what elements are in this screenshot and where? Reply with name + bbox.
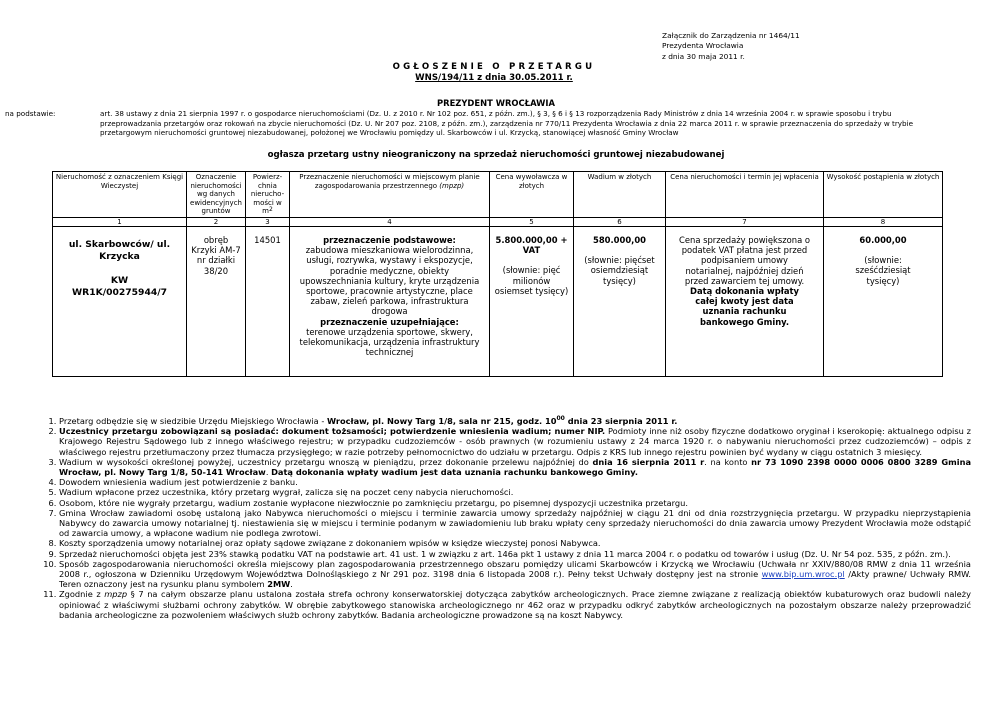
property-kw: KW WR1K/00275944/7 xyxy=(72,274,167,298)
starting-price-words: (słownie: pięć milionów osiemset tysięcy) xyxy=(494,265,569,296)
increment-words: (słownie: sześćdziesiąt tysięcy) xyxy=(855,255,911,286)
legal-basis-label: na podstawie: xyxy=(5,109,56,118)
annex-note xyxy=(662,31,800,62)
announcement-line: ogłasza przetarg ustny nieograniczony na sprzedaż nieruchomości gruntowej niezabudowanej xyxy=(267,150,725,160)
cell-starting-price xyxy=(490,226,574,376)
point-text: Sposób zagospodarowania nieruchomości określa miejscowy plan zagospodarowania przestrzennego obszaru pomiędzy ulicami Skarbowców i Krzycką we Wrocławiu (Uchwała nr XXIV/880/08 RMW z dnia 11 września 2008 r., ogłoszona w Dzienniku Urzędowym Województwa Dolnośląskiego z Nr 291 poz. 3198 dnia 6 listopada 2008 r.). Pełny tekst Uchwały dostępny jest na stronie xyxy=(59,558,971,580)
point-text: . xyxy=(265,467,272,478)
column-number: 3 xyxy=(246,217,290,226)
column-number: 2 xyxy=(187,217,246,226)
column-number: 6 xyxy=(574,217,666,226)
point-text: § 7 na całym obszarze planu ustalona została strefa ochrony konserwatorskiej dotycząca zabytków archeologicznych. Prace ziemne związane z realizacją obiektów kubaturowych oraz budowli należy opiniować z właściwymi służbami ochrony zabytków. W obrębie zabytkowego stanowiska archeologicznego nr 462 oraz w przypadku odkryć zabytków archeologicznych na pozostałym obszarze należy przeprowadzić badania archeologiczne za pozwoleniem właściwych służb ochrony zabytków. Badania archeologiczne prowadzone są na koszt Nabywcy. xyxy=(59,589,971,620)
purpose-primary-label: przeznaczenie podstawowe: xyxy=(323,234,456,245)
cell-deposit xyxy=(574,226,666,376)
annex-line-2: Prezydenta Wrocławia xyxy=(662,41,744,51)
header-starting-price: Cena wywoławcza w złotych xyxy=(490,172,574,218)
price-term-bold: Datą dokonania wpłaty całej kwoty jest data uznania rachunku bankowego Gminy. xyxy=(690,285,799,327)
property-address: ul. Skarbowców/ ul. Krzycka xyxy=(68,238,171,262)
purpose-supplementary-label: przeznaczenie uzupełniające: xyxy=(320,316,459,327)
list-item: 4. Dowodem wniesienia wadium jest potwierdzenie z banku. xyxy=(59,477,971,487)
list-item xyxy=(59,559,971,590)
column-number: 4 xyxy=(290,217,490,226)
header-area xyxy=(246,172,290,218)
point-bold: Uczestnicy przetargu zobowiązani są posiadać: dokument tożsamości; potwierdzenie wniesienia wadium; numer NIP. xyxy=(59,426,606,437)
point-bold: 2MW xyxy=(267,579,291,590)
column-number: 5 xyxy=(490,217,574,226)
conditions-list xyxy=(32,416,971,620)
point-text: . na konto xyxy=(704,456,752,467)
point-bold: Datą dokonania wpłaty wadium jest data uznania rachunku bankowego Gminy. xyxy=(271,467,638,478)
deposit-words: (słownie: pięćset osiemdziesiąt tysięcy) xyxy=(584,255,655,286)
header-property: Nieruchomość z oznaczeniem Księgi Wieczystej xyxy=(53,172,187,218)
price-term-text: Cena sprzedaży powiększona o podatek VAT płatna jest przed podpisaniem umowy notarialnej, najpóźniej dzień przed zawarciem tej umowy. xyxy=(679,234,810,286)
header-price-term: Cena nieruchomości i termin jej wpłacenia xyxy=(666,172,824,218)
point-bold: Wrocław, pl. Nowy Targ 1/8, sala nr 215, godz. 10 xyxy=(326,416,557,426)
purpose-supplementary-text: terenowe urządzenia sportowe, skwery, telekomunikacja, urządzenia infrastruktury technicznej xyxy=(299,326,480,358)
issuer-title: PREZYDENT WROCŁAWIA xyxy=(436,98,556,108)
cell-designation: obręb Krzyki AM-7 nr działki 38/20 xyxy=(187,226,246,376)
annex-line-3: z dnia 30 maja 2011 r. xyxy=(662,51,745,61)
list-item xyxy=(59,416,971,426)
cell-increment xyxy=(824,226,943,376)
point-text: Przetarg odbędzie się w siedzibie Urzędu Miejskiego Wrocławia - xyxy=(59,416,327,426)
purpose-primary-text: zabudowa mieszkaniowa wielorodzinna, usługi, rozrywka, wystawy i ekspozycje, poradnie medyczne, obiekty upowszechniania kultury, kryte urządzenia sportowe, pracownie artystyczne, place zabaw, zieleń parkowa, infrastruktura drogowa xyxy=(299,245,480,317)
bip-link[interactable]: www.bip.um.wroc.pl xyxy=(761,569,845,580)
list-item: 6. Osobom, które nie wygrały przetargu, wadium zostanie wypłacone niezwłocznie po zamknięciu przetargu, po pisemnej dyspozycji uczestnika przetargu. xyxy=(59,498,971,508)
point-text: Podmioty inne niż osoby fizyczne dodatkowo oryginał i kserokopię: aktualnego odpisu z Krajowego Rejestru Sądowego lub z innego właściwego rejestru; w przypadku cudzoziemców - osób prawnych (w rozumieniu ustawy z 24 marca 1920 r. o nabywaniu nieruchomości przez cudzoziemców) – odpis z właściwego rejestru przetłumaczony przez tłumacza przysięgłego; w razie potrzeby pełnomocnictwo do udziału w przetargu. Odpis z KRS lub innego rejestru powinien być wydany w ciągu ostatnich 3 miesięcy. xyxy=(59,426,971,457)
list-item: 5. Wadium wpłacone przez uczestnika, który przetarg wygrał, zalicza się na poczet ceny nabycia nieruchomości. xyxy=(59,487,971,497)
list-item xyxy=(59,457,971,477)
cell-price-term xyxy=(666,226,824,376)
list-item: 9. Sprzedaż nieruchomości objęta jest 23% stawką podatku VAT na podstawie art. 41 ust. 1 w związku z art. 146a pkt 1 ustawy z dnia 11 marca 2004 r. o podatku od towarów i usług (Dz. U. Nr 54 poz. 535, z późn. zm.). xyxy=(59,549,971,559)
header-purpose-text: Przeznaczenie nieruchomości w miejscowym planie zagospodarowania przestrzennego xyxy=(299,173,480,190)
point-text: . xyxy=(290,579,293,590)
point-bold: dnia 23 sierpnia 2011 r. xyxy=(564,416,678,426)
list-item xyxy=(59,426,971,457)
point-text: /Akty prawne/ Uchwały RMW. Teren oznaczony jest na rysunku planu symbolem xyxy=(59,569,971,590)
legal-basis-text: art. 38 ustawy z dnia 21 sierpnia 1997 r. o gospodarce nieruchomościami (Dz. U. z 2010 r. Nr 102 poz. 651, z późn. zm.), § 3, § 6 i § 13 rozporządzenia Rady Ministrów z dnia 14 września 2004 r. w sprawie sposobu i trybu przeprowadzania przetargów oraz rokowań na zbycie nieruchomości (Dz. U. Nr 207 poz. 2108, z późn. zm.), zarządzenia nr 770/11 Prezydenta Wrocławia z dnia 22 marca 2011 r. w sprawie przeznaczenia do sprzedaży w trybie przetargowym nieruchomości gruntowej niezabudowanej, położonej we Wrocławiu pomiędzy ul. Skarbowców i ul. Krzycką, stanowiącej własność Gminy Wrocław xyxy=(100,109,914,138)
point-bold: dnia 16 sierpnia 2011 r xyxy=(592,456,705,467)
annex-line-1: Załącznik do Zarządzenia nr 1464/11 xyxy=(662,31,800,40)
cell-property xyxy=(53,226,187,376)
column-number: 7 xyxy=(666,217,824,226)
list-item: 7. Gmina Wrocław zawiadomi osobę ustaloną jako Nabywca nieruchomości o miejscu i terminie zawarcia umowy sprzedaży najpóźniej w ciągu 21 dni od dnia rozstrzygnięcia przetargu. W przypadku nieprzystąpienia Nabywcy do zawarcia umowy notarialnej tj. niestawienia się w miejscu i terminie podanym w zawiadomieniu lub braku wpłaty ceny sprzedaży nieruchomości do dnia zawarcia umowy Prezydent Wrocławia może odstąpić od zawarcia umowy, a wpłacone wadium nie podlega zwrotowi. xyxy=(59,508,971,539)
header-increment: Wysokość postąpienia w złotych xyxy=(824,172,943,218)
header-designation: Oznaczenie nieruchomości wg danych ewidencyjnych gruntów xyxy=(187,172,246,218)
document-reference: WNS/194/11 z dnia 30.05.2011 r. xyxy=(415,73,573,83)
column-number: 8 xyxy=(824,217,943,226)
table-header-row xyxy=(53,172,943,218)
header-area-text: Powierz-chnia nierucho-mości w m xyxy=(250,173,285,216)
point-text: Zgodnie z xyxy=(59,589,105,600)
table-data-row xyxy=(53,226,943,376)
property-table xyxy=(52,171,943,377)
header-area-sup: 2 xyxy=(269,206,273,214)
deposit-value: 580.000,00 xyxy=(593,234,646,245)
column-number: 1 xyxy=(53,217,187,226)
point-text: Wadium w wysokości określonej powyżej, uczestnicy przetargu wnoszą w pieniądzu, przez dokonanie przelewu najpóźniej do xyxy=(59,456,593,467)
starting-price-value: 5.800.000,00 + VAT xyxy=(495,234,568,256)
point-italic: mpzp xyxy=(104,589,128,600)
document-title: OGŁOSZENIE O PRZETARGU xyxy=(392,62,596,72)
table-number-row xyxy=(53,217,943,226)
list-item xyxy=(59,589,971,620)
header-purpose xyxy=(290,172,490,218)
header-deposit: Wadium w złotych xyxy=(574,172,666,218)
point-bold: nr 73 1090 2398 0000 0006 0800 3289 Gmina Wrocław, pl. Nowy Targ 1/8, 50-141 Wrocław xyxy=(59,456,972,478)
list-item: 8. Koszty sporządzenia umowy notarialnej oraz opłaty sądowe związane z dokonaniem wpisów w księdze wieczystej ponosi Nabywca. xyxy=(59,538,971,548)
document-heading xyxy=(378,62,610,84)
cell-purpose xyxy=(290,226,490,376)
increment-value: 60.000,00 xyxy=(859,234,907,245)
header-purpose-abbr: (mpzp) xyxy=(439,181,465,190)
cell-area: 14501 xyxy=(246,226,290,376)
point-sup: 00 xyxy=(556,415,565,422)
